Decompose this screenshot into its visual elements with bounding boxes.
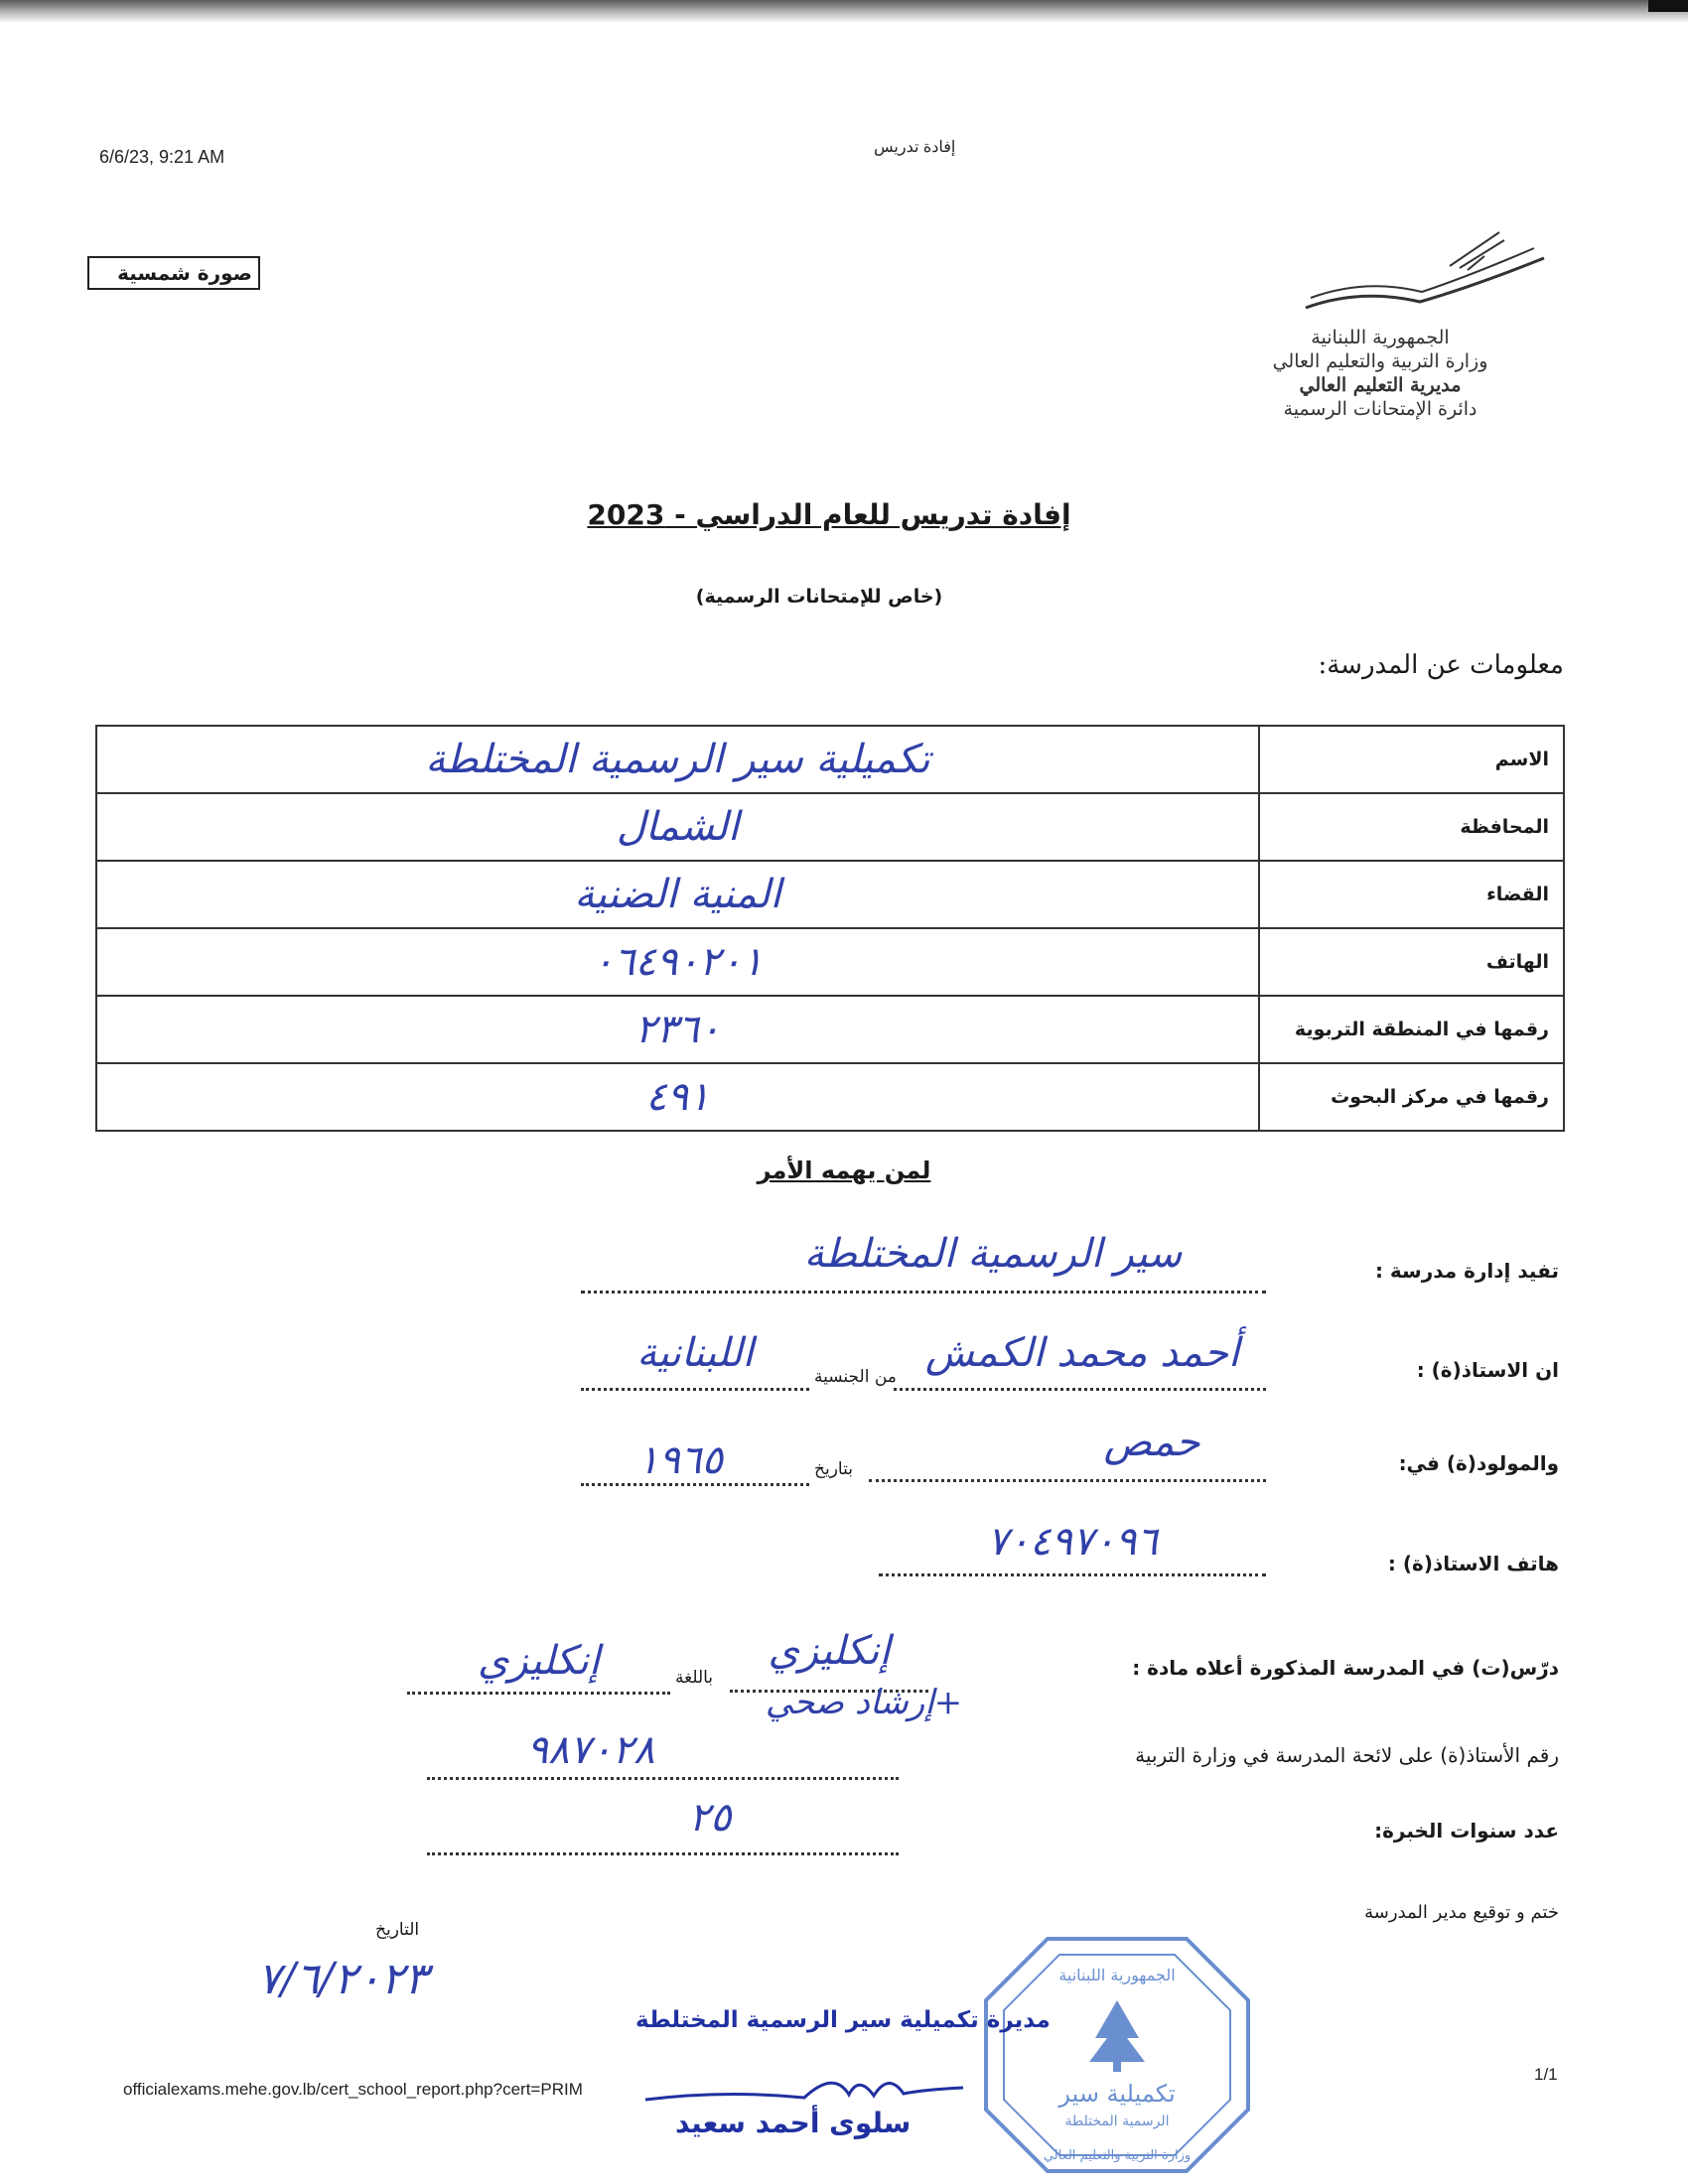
ministry-header (1231, 326, 1529, 421)
stamp-top-text: الجمهورية اللبنانية (1058, 1966, 1176, 1984)
print-timestamp: 6/6/23, 9:21 AM (99, 147, 225, 167)
dotted-line (879, 1573, 1266, 1576)
dotted-line (427, 1777, 899, 1780)
principal-title: مديرة تكميلية سير الرسمية المختلطة (635, 2007, 1051, 2033)
district-value: المنية الضنية (96, 861, 1259, 928)
experience-value: ٢٥ (688, 1795, 732, 1841)
subject-extra-value: +إرشاد صحي (765, 1683, 963, 1722)
school-info-table (95, 725, 1565, 1132)
birth-place-value: حمص (1103, 1420, 1200, 1465)
phone-value: ٠٦٤٩٠٢٠١ (96, 928, 1259, 996)
page-subtitle: (خاص للإمتحانات الرسمية) (695, 586, 943, 608)
edu-region-number-label: رقمها في المنطقة التربوية (1259, 996, 1564, 1063)
ministry-line-2: وزارة التربية والتعليم العالي (1272, 350, 1488, 372)
to-whom-it-may-concern: لمن يهمه الأمر (757, 1157, 931, 1184)
stamp-bottom-text: وزارة التربية والتعليم العالي (1043, 2148, 1192, 2163)
ministry-logo (1301, 226, 1549, 316)
experience-label: عدد سنوات الخبرة: (1374, 1819, 1559, 1843)
school-section-heading: معلومات عن المدرسة: (1318, 650, 1564, 680)
subject-label: درّس(ت) في المدرسة المذكورة أعلاه مادة : (1132, 1656, 1559, 1680)
signature-date-label: التاريخ (375, 1920, 420, 1940)
signature-date-value: ٧/٦/٢٠٢٣ (257, 1954, 428, 2004)
dotted-line (581, 1291, 1266, 1294)
governorate-label: المحافظة (1259, 793, 1564, 861)
ministry-line-3: مديرية التعليم العالي (1299, 374, 1462, 396)
teacher-name-value: أحمد محمد الكمش (924, 1330, 1240, 1376)
subject-value: إنكليزي (768, 1628, 891, 1674)
stamp-school-text: تكميلية سير (1058, 2080, 1176, 2108)
language-label: باللغة (675, 1668, 714, 1688)
nationality-label: من الجنسية (814, 1367, 897, 1387)
ministry-number-label: رقم الأستاذ(ة) على لائحة المدرسة في وزارة التربية (1135, 1743, 1559, 1767)
footer-url: officialexams.mehe.gov.lb/cert_school_report.php?cert=PRIM (123, 2080, 583, 2099)
school-admin-label: تفيد إدارة مدرسة : (1374, 1259, 1559, 1283)
scan-edge (0, 0, 1688, 22)
language-value: إنكليزي (477, 1638, 601, 1684)
table-row (96, 726, 1564, 793)
page-title: إفادة تدريس للعام الدراسي - 2023 (587, 498, 1071, 531)
phone-label: الهاتف (1259, 928, 1564, 996)
table-row (96, 861, 1564, 928)
research-center-number-label: رقمها في مركز البحوث (1259, 1063, 1564, 1131)
page-number: 1/1 (1534, 2065, 1558, 2084)
teacher-phone-value: ٧٠٤٩٧٠٩٦ (987, 1519, 1158, 1565)
dotted-line (581, 1483, 809, 1486)
birth-date-label: بتاريخ (814, 1459, 853, 1479)
birth-date-value: ١٩٦٥ (637, 1437, 723, 1483)
ministry-line-4: دائرة الإمتحانات الرسمية (1283, 398, 1477, 420)
principal-signature-label: ختم و توقيع مدير المدرسة (1364, 1902, 1559, 1923)
school-name-value: تكميلية سير الرسمية المختلطة (96, 726, 1259, 793)
photo-label: صورة شمسية (117, 261, 252, 285)
scan-corner (1648, 0, 1688, 12)
district-label: القضاء (1259, 861, 1564, 928)
stamp-small-text: الرسمية المختلطة (1064, 2114, 1170, 2129)
dotted-line (894, 1388, 1266, 1391)
governorate-value: الشمال (96, 793, 1259, 861)
table-row (96, 928, 1564, 996)
research-center-number-value: ٤٩١ (96, 1063, 1259, 1131)
dotted-line (869, 1479, 1266, 1482)
teacher-label: ان الاستاذ(ة) : (1416, 1358, 1559, 1382)
ministry-line-1: الجمهورية اللبنانية (1311, 327, 1450, 348)
teacher-phone-label: هاتف الاستاذ(ة) : (1387, 1552, 1559, 1575)
nationality-value: اللبنانية (636, 1330, 754, 1376)
dotted-line (407, 1692, 670, 1695)
school-stamp-icon (978, 1931, 1256, 2179)
table-row (96, 793, 1564, 861)
print-doc-title: إفادة تدريس (874, 139, 956, 156)
born-label: والمولود(ة) في: (1398, 1451, 1559, 1475)
edu-region-number-value: ٢٣٦٠ (96, 996, 1259, 1063)
principal-name: سلوى أحمد سعيد (675, 2107, 912, 2139)
school-admin-value: سير الرسمية المختلطة (803, 1231, 1183, 1277)
dotted-line (581, 1388, 809, 1391)
table-row (96, 996, 1564, 1063)
table-row (96, 1063, 1564, 1131)
dotted-line (427, 1852, 899, 1855)
ministry-number-value: ٩٨٧٠٢٨ (526, 1727, 655, 1773)
school-name-label: الاسم (1259, 726, 1564, 793)
photo-box (87, 256, 260, 290)
